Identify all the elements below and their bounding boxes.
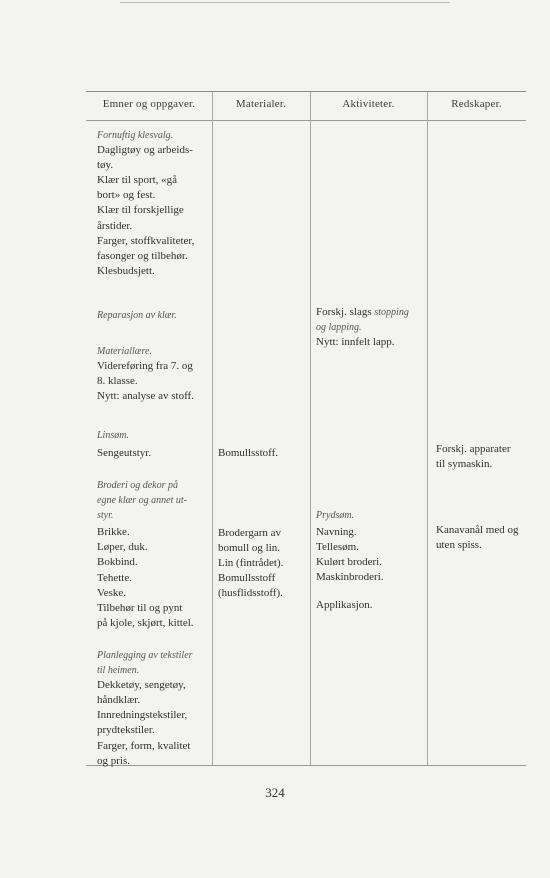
column-divider-3 xyxy=(427,92,428,765)
section-heading: Materiallære. xyxy=(97,346,152,357)
text-line: og pris. xyxy=(97,754,130,767)
text-line: Tellesøm. xyxy=(316,541,359,554)
block-materiallaere xyxy=(97,344,209,404)
section-heading: Reparasjon av klær. xyxy=(97,310,177,321)
section-heading: Linsøm. xyxy=(97,430,129,441)
section-heading: styr. xyxy=(97,510,114,522)
header-topics: Emner og oppgaver. xyxy=(102,98,196,110)
text-line: Innredningstekstiler, xyxy=(97,709,188,722)
column-divider-1 xyxy=(212,92,213,765)
page-number: 324 xyxy=(265,785,285,800)
block-klesvalg xyxy=(97,128,209,279)
text-line: Bokbind. xyxy=(97,556,138,569)
text-line: Nytt: analyse av stoff. xyxy=(97,390,194,403)
section-heading: til heimen. xyxy=(97,665,140,677)
text-line: Farger, stoffkvaliteter, xyxy=(97,234,195,247)
text-line: prydtekstiler. xyxy=(97,724,155,737)
text-fragment: Forskj. slags xyxy=(316,306,372,318)
text-line: Farger, form, kvalitet xyxy=(97,739,191,752)
text-line: Bomullsstoff. xyxy=(218,447,279,459)
text-line: Løper, duk. xyxy=(97,541,148,554)
text-line: Veske. xyxy=(97,586,127,599)
block-planlegging xyxy=(97,648,209,769)
tools-broderi xyxy=(436,523,526,553)
text-line: til symaskin. xyxy=(436,458,493,471)
text-line: Forskj. apparater xyxy=(436,443,511,455)
text-line: Videreføring fra 7. og xyxy=(97,360,193,373)
activities-broderi xyxy=(316,508,424,614)
section-heading: egne klær og annet ut- xyxy=(97,495,187,507)
section-heading: Planlegging av tekstiler xyxy=(97,650,193,661)
text-line: Brikke. xyxy=(97,526,130,539)
block-linsom xyxy=(97,428,209,461)
header-materials: Materialer. xyxy=(235,98,287,110)
text-line: Kanavanål med og xyxy=(436,524,519,536)
text-line: uten spiss. xyxy=(436,539,482,552)
text-line: bomull og lin. xyxy=(218,542,281,555)
text-line: årstider. xyxy=(97,219,133,232)
text-line: Applikasjon. xyxy=(316,599,373,612)
text-line-italic: og lapping. xyxy=(316,322,362,334)
text-line: håndklær. xyxy=(97,694,141,707)
text-line: Klær til forskjellige xyxy=(97,204,184,217)
text-line: Dagligtøy og arbeids- xyxy=(97,144,193,157)
text-line: tøy. xyxy=(97,159,114,172)
section-heading: Fornuftig klesvalg. xyxy=(97,130,174,141)
text-line: Klesbudsjett. xyxy=(97,264,155,277)
section-heading: Prydsøm. xyxy=(316,510,355,521)
block-broderi xyxy=(97,478,209,631)
text-line: Kulørt broderi. xyxy=(316,556,382,569)
section-heading: Broderi og dekor på xyxy=(97,480,179,491)
text-line: Lin (fintrådet). xyxy=(218,557,284,570)
text-line: (husflidsstoff). xyxy=(218,587,283,600)
text-line: Nytt: innfelt lapp. xyxy=(316,336,395,349)
tools-linsom xyxy=(436,442,526,472)
block-reparasjon xyxy=(97,308,209,323)
text-line: på kjole, skjørt, kittel. xyxy=(97,616,194,629)
materials-broderi xyxy=(218,526,308,601)
text-line: Maskinbroderi. xyxy=(316,571,384,584)
column-divider-2 xyxy=(310,92,311,765)
table-top-rule xyxy=(86,91,526,92)
text-line: Sengeutstyr. xyxy=(97,447,152,460)
text-line xyxy=(316,305,424,320)
text-line: bort» og fest. xyxy=(97,189,156,202)
text-line: fasonger og tilbehør. xyxy=(97,249,188,262)
text-line: Klær til sport, «gå xyxy=(97,174,178,187)
activities-reparasjon xyxy=(316,305,424,350)
materials-linsom xyxy=(218,446,308,461)
top-edge-rule xyxy=(120,2,450,3)
text-line: Tilbehør til og pynt xyxy=(97,601,183,614)
text-line: 8. klasse. xyxy=(97,375,138,388)
text-line: Navning. xyxy=(316,526,357,539)
header-tools: Redskaper. xyxy=(451,98,502,110)
header-activities: Aktiviteter. xyxy=(342,98,395,110)
text-line: Tehette. xyxy=(97,571,132,584)
text-fragment-italic: stopping xyxy=(374,307,409,318)
text-line: Brodergarn av xyxy=(218,527,282,539)
header-bottom-rule xyxy=(86,120,526,121)
text-line: Bomullsstoff xyxy=(218,572,276,585)
text-line: Dekketøy, sengetøy, xyxy=(97,679,186,692)
